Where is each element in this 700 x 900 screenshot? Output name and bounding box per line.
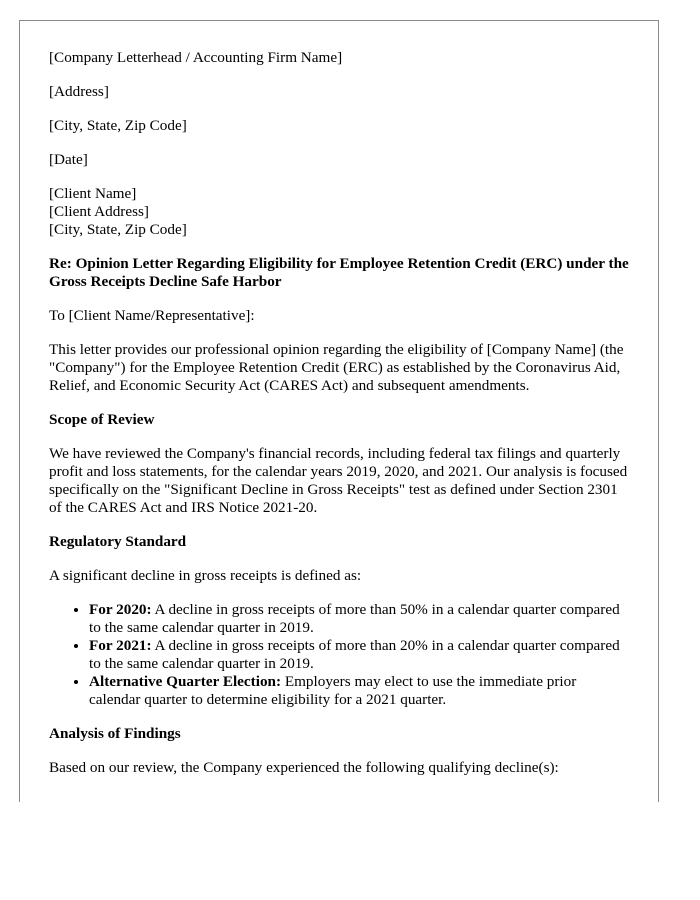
list-item-text: A decline in gross receipts of more than 50% in a calendar quarter compared to the same calendar quarter in 2019. xyxy=(89,601,620,636)
recipient-address: [Client Address] xyxy=(49,203,149,220)
sender-city-state-zip: [City, State, Zip Code] xyxy=(49,117,187,134)
list-item xyxy=(89,637,629,673)
subject-line: Re: Opinion Letter Regarding Eligibility for Employee Retention Credit (ERC) under the Gross Receipts Decline Safe Harbor xyxy=(49,255,629,290)
recipient-name: [Client Name] xyxy=(49,185,137,202)
letterhead: [Company Letterhead / Accounting Firm Name] xyxy=(49,49,343,66)
salutation: To [Client Name/Representative]: xyxy=(49,307,255,324)
analysis-paragraph: Based on our review, the Company experienced the following qualifying decline(s): xyxy=(49,759,559,776)
sender-address: [Address] xyxy=(49,83,109,100)
analysis-heading: Analysis of Findings xyxy=(49,725,181,742)
intro-paragraph: This letter provides our professional opinion regarding the eligibility of [Company Name] (the "Company") for the Employee Retention Credit (ERC) as established by the Coronavirus Aid, Relief, and Economic Security Act (CARES Act) and subsequent amendments. xyxy=(49,341,624,394)
list-item-label: Alternative Quarter Election: xyxy=(89,673,282,690)
standard-heading: Regulatory Standard xyxy=(49,533,187,550)
scope-heading: Scope of Review xyxy=(49,411,155,428)
recipient-city-state-zip: [City, State, Zip Code] xyxy=(49,221,187,238)
letter-date: [Date] xyxy=(49,151,88,168)
standard-list xyxy=(49,601,629,709)
standard-intro: A significant decline in gross receipts is defined as: xyxy=(49,567,362,584)
list-item xyxy=(89,673,629,709)
letter-page xyxy=(19,20,659,802)
list-item xyxy=(89,601,629,637)
list-item-label: For 2020: xyxy=(89,601,152,618)
scope-paragraph: We have reviewed the Company's financial records, including federal tax filings and quarterly profit and loss statements, for the calendar years 2019, 2020, and 2021. Our analysis is focused specifically on the "Significant Decline in Gross Receipts" test as defined under Section 2301 of the CARES Act and IRS Notice 2021-20. xyxy=(49,445,628,516)
list-item-text: Employers may elect to use the immediate prior calendar quarter to determine eligibility for a 2021 quarter. xyxy=(89,673,577,708)
list-item-label: For 2021: xyxy=(89,637,152,654)
recipient-block xyxy=(49,185,629,239)
list-item-text: A decline in gross receipts of more than 20% in a calendar quarter compared to the same calendar quarter in 2019. xyxy=(89,637,620,672)
